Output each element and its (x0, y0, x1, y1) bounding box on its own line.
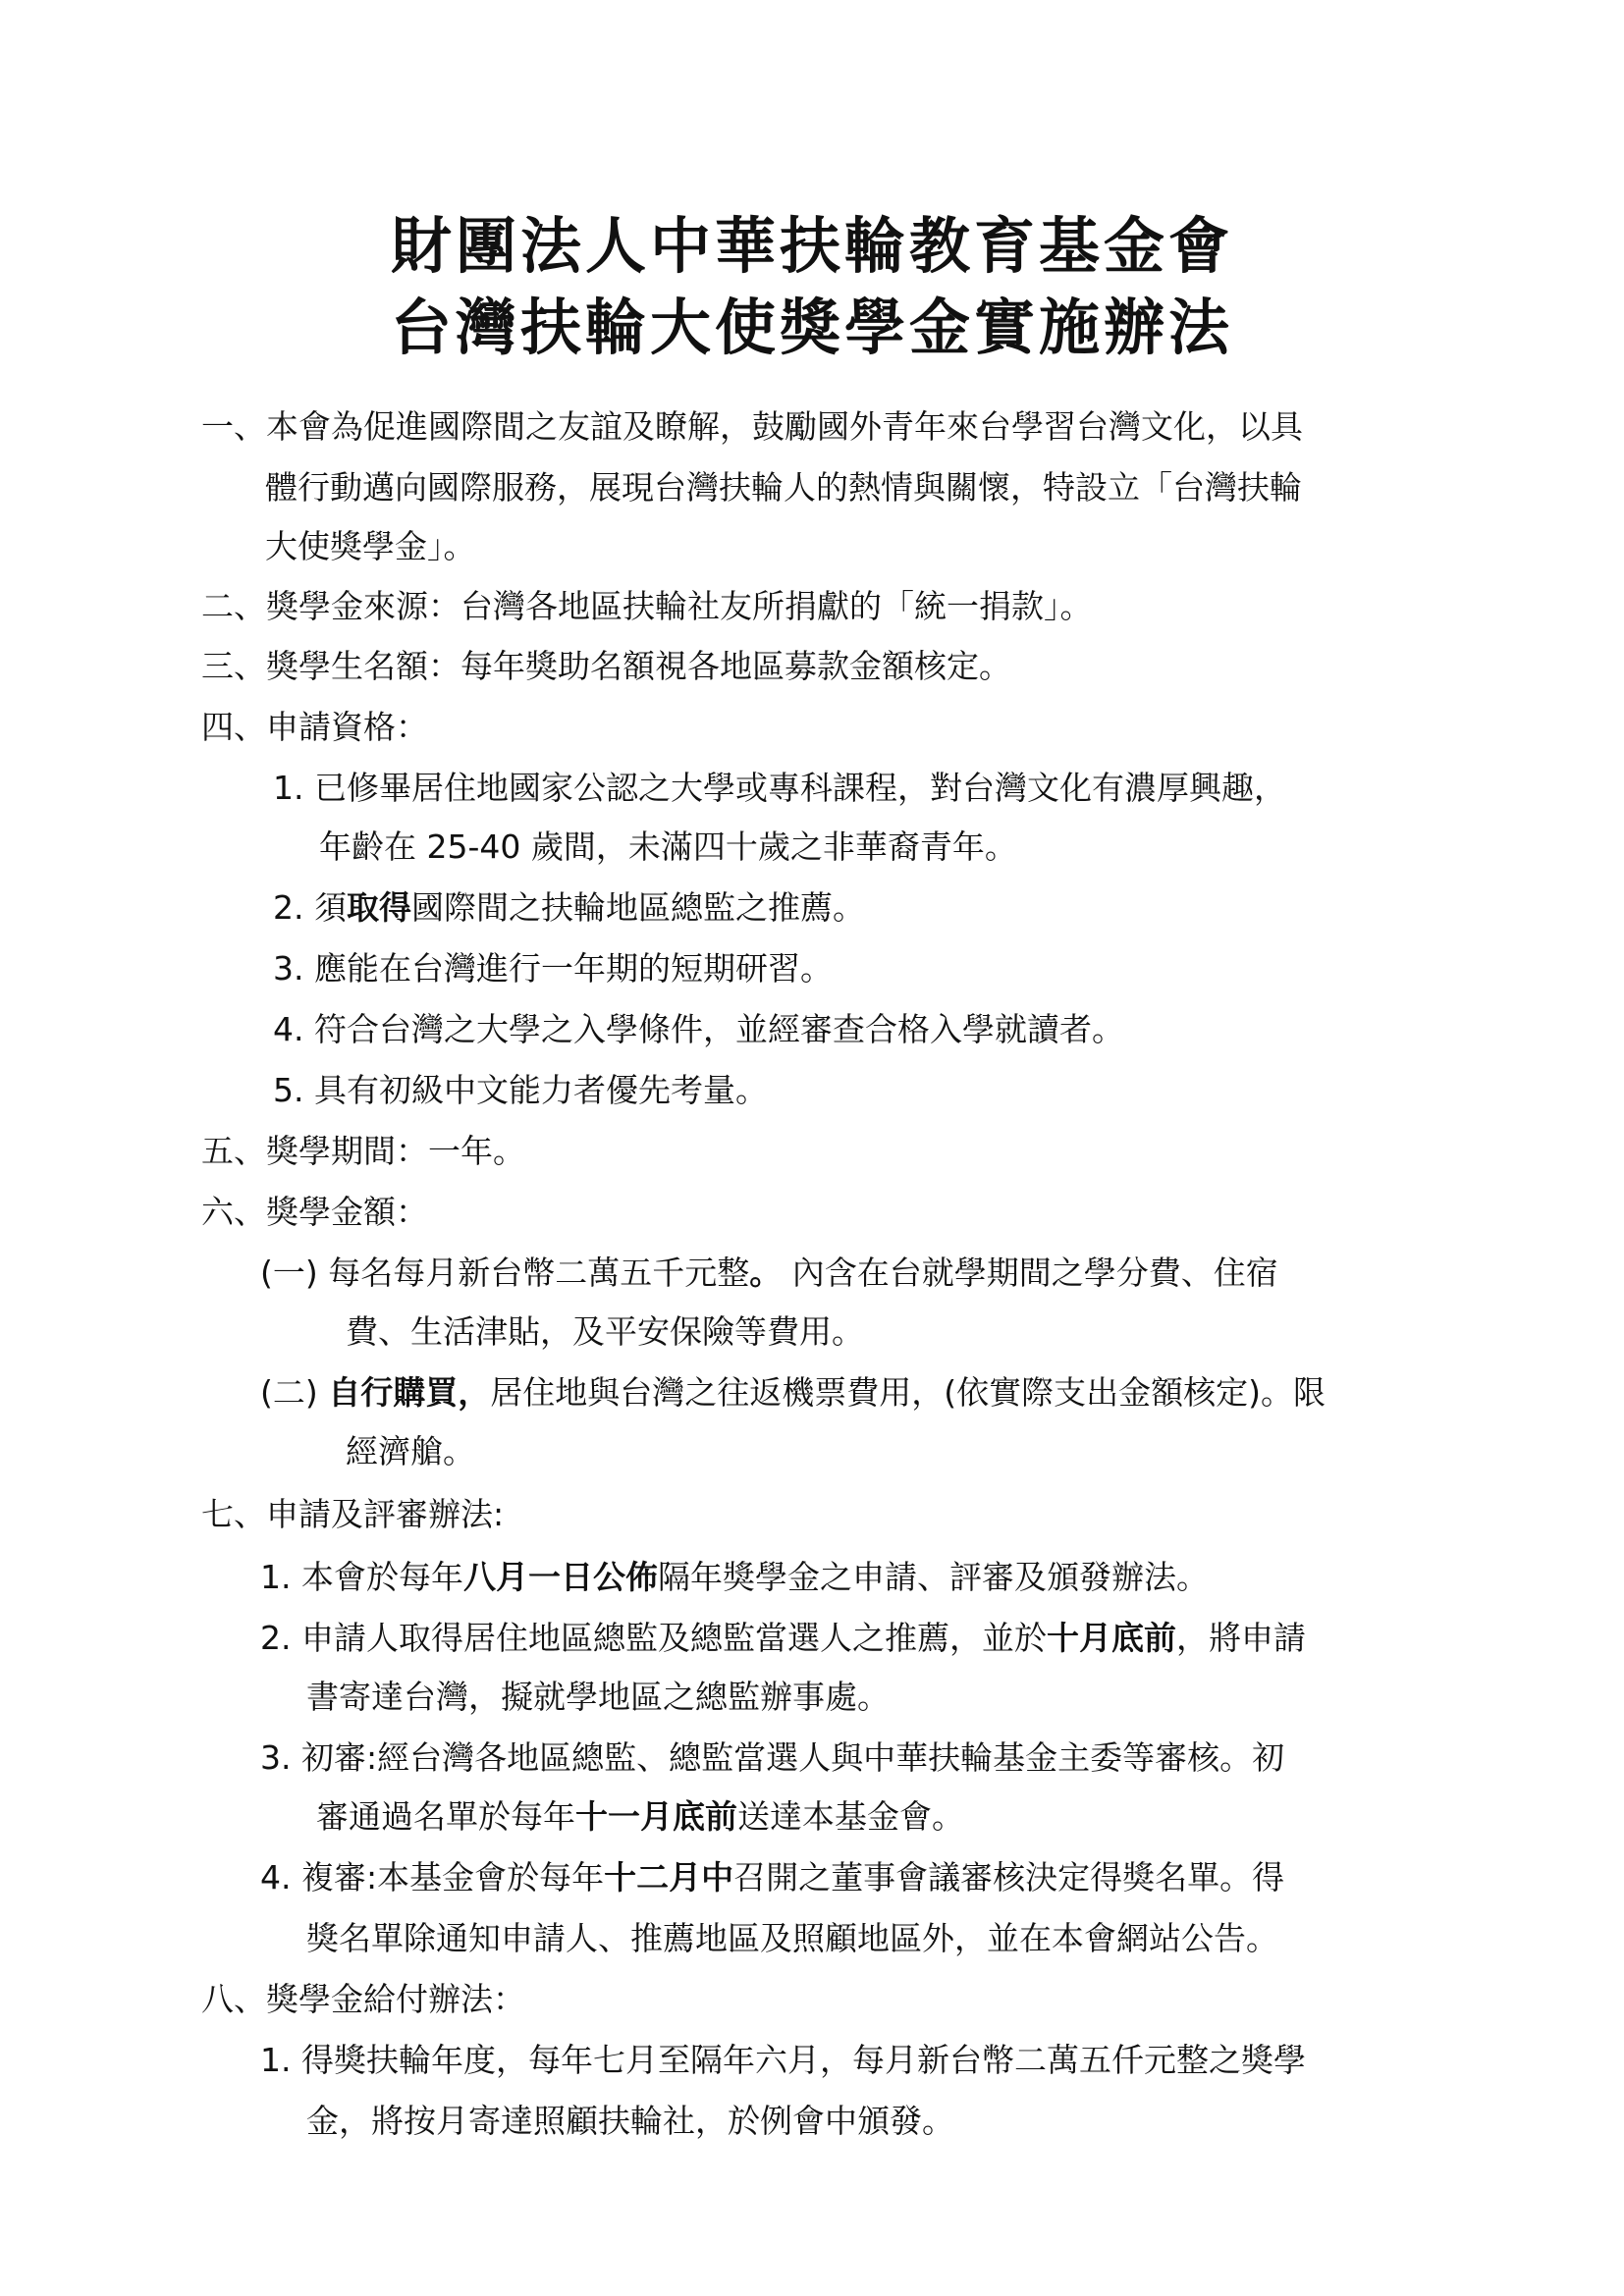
section-6-item-2-emphasis: 自行購買， (328, 1373, 491, 1412)
section-1-line-1: 一、本會為促進國際間之友誼及瞭解，鼓勵國外青年來台學習台灣文化，以具 (201, 407, 1303, 446)
section-4-heading: 四、申請資格： (201, 708, 428, 746)
section-7-item-4-text-a: 4. 複審:本基金會於每年 (260, 1858, 605, 1896)
section-3: 三、獎學生名額：每年獎助名額視各地區募款金額核定。 (201, 647, 1011, 685)
section-7-heading: 七、申請及評審辦法: (201, 1495, 505, 1533)
section-7-item-2-text-b: ，將申請 (1175, 1619, 1306, 1657)
section-7-item-3-line-2 (316, 1797, 964, 1836)
section-7-item-2-line-1 (260, 1619, 1306, 1657)
section-7-item-3-line-1: 3. 初審:經台灣各地區總監、總監當選人與中華扶輪基金主委等審核。初 (260, 1738, 1285, 1777)
section-4-item-2-text-a: 2. 須 (273, 888, 347, 927)
section-7-item-4-text-b: 召開之董事會議審核決定得獎名單。得 (733, 1858, 1285, 1896)
section-4-item-2-emphasis: 取得 (346, 888, 411, 927)
section-7-item-1-emphasis: 八月一日公佈 (462, 1558, 658, 1596)
section-6-heading: 六、獎學金額： (201, 1193, 428, 1231)
section-7-item-4-line-2: 獎名單除通知申請人、推薦地區及照顧地區外，並在本會網站公告。 (306, 1919, 1278, 1957)
section-6-item-1-text-a: (一) 每名每月新台幣二萬五千元整 (260, 1254, 750, 1292)
section-6-item-2-line-2: 經濟艙。 (346, 1432, 475, 1470)
section-6-item-1-line-1 (260, 1254, 1278, 1292)
document-title-line-1: 財團法人中華扶輪教育基金會 (390, 210, 1233, 282)
section-6-item-2-text: 居住地與台灣之往返機票費用，(依實際支出金額核定)。限 (490, 1373, 1326, 1412)
section-4-item-4: 4. 符合台灣之大學之入學條件，並經審查合格入學就讀者。 (273, 1010, 1124, 1048)
section-4-item-2-text-b: 國際間之扶輪地區總監之推薦。 (410, 888, 865, 927)
section-1-line-3: 大使獎學金」。 (265, 527, 476, 565)
section-6-item-2-marker: (二) (260, 1373, 329, 1412)
section-7-item-1-text-a: 1. 本會於每年 (260, 1558, 463, 1596)
section-8-item-1-line-2: 金，將按月寄達照顧扶輪社，於例會中頒發。 (306, 2102, 954, 2140)
section-6-item-2-line-1 (260, 1373, 1326, 1412)
section-7-item-3-text-b: 送達本基金會。 (737, 1797, 964, 1836)
section-7-item-3-emphasis: 十一月底前 (575, 1797, 737, 1836)
section-7-item-1 (260, 1558, 1209, 1596)
section-7-item-3-text-a: 審通過名單於每年 (316, 1797, 575, 1836)
section-7-item-2-emphasis: 十月底前 (1046, 1619, 1176, 1657)
section-4-item-1-line-1: 1. 已修畢居住地國家公認之大學或專科課程，對台灣文化有濃厚興趣， (273, 769, 1286, 807)
section-6-item-1-line-2: 費、生活津貼，及平安保險等費用。 (346, 1312, 864, 1351)
section-4-item-2 (273, 888, 865, 927)
section-8-item-1-line-1: 1. 得獎扶輪年度，每年七月至隔年六月，每月新台幣二萬五仟元整之獎學 (260, 2041, 1306, 2079)
section-5: 五、獎學期間：一年。 (201, 1132, 525, 1170)
section-4-item-5: 5. 具有初級中文能力者優先考量。 (273, 1071, 768, 1109)
section-4-item-1-line-2: 年齡在 25-40 歲間，未滿四十歲之非華裔青年。 (319, 828, 1017, 866)
document-title-line-2: 台灣扶輪大使獎學金實施辦法 (390, 292, 1233, 363)
section-7-item-1-text-b: 隔年獎學金之申請、評審及頒發辦法。 (657, 1558, 1209, 1596)
section-7-item-2-text-a: 2. 申請人取得居住地區總監及總監當選人之推薦，並於 (260, 1619, 1047, 1657)
section-6-item-1-emphasis: 。 (749, 1254, 783, 1292)
section-8-heading: 八、獎學金給付辦法： (201, 1980, 525, 2018)
section-2: 二、獎學金來源：台灣各地區扶輪社友所捐獻的「統一捐款」。 (201, 587, 1093, 625)
section-4-item-3: 3. 應能在台灣進行一年期的短期研習。 (273, 949, 833, 988)
section-7-item-4-emphasis: 十二月中 (604, 1858, 734, 1896)
section-1-line-2: 體行動邁向國際服務，展現台灣扶輪人的熱情與關懷，特設立「台灣扶輪 (265, 468, 1302, 507)
section-7-item-2-line-2: 書寄達台灣，擬就學地區之總監辦事處。 (306, 1678, 890, 1716)
section-7-item-4-line-1 (260, 1858, 1285, 1896)
section-6-item-1-text-b: 內含在台就學期間之學分費、住宿 (782, 1254, 1278, 1292)
